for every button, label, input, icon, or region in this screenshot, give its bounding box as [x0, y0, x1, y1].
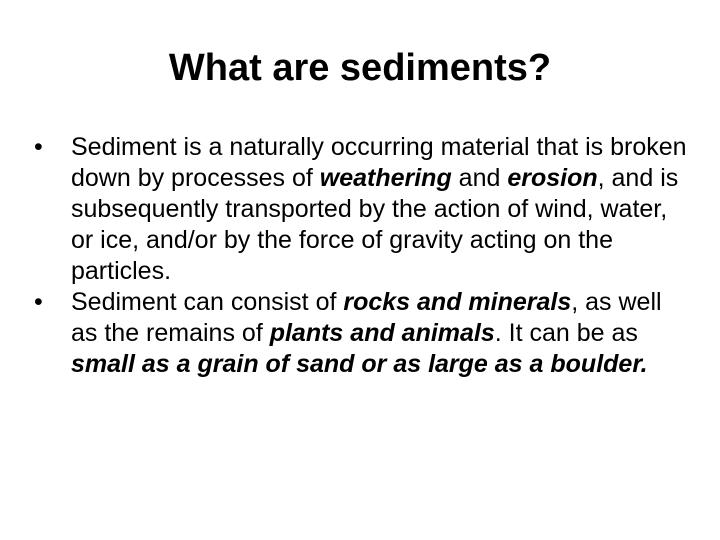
bullet-text-segment: Sediment can consist of [71, 288, 344, 316]
emphasized-term: rocks and minerals [343, 288, 572, 316]
bullet-text [71, 288, 662, 378]
bullet-marker: • [34, 133, 43, 161]
bullet-text-segment: Sediment is a naturally occurring material that is broken down by processes of [71, 133, 687, 192]
bullet-text-segment: and [451, 164, 508, 192]
bullet-text-segment: , and is subsequently transported by the action of wind, water, or ice, and/or by the force of gravity acting on the particles. [71, 164, 679, 285]
emphasized-term: plants and animals [269, 319, 495, 347]
bullet-marker: • [34, 288, 43, 316]
bullet-list [34, 132, 694, 380]
emphasized-term: small as a grain of sand or as large as a boulder. [71, 350, 648, 378]
bullet-text-segment: . It can be as [494, 319, 638, 347]
emphasized-term: weathering [319, 164, 452, 192]
bullet-item [34, 132, 694, 287]
bullet-item [34, 287, 694, 380]
slide-title: What are sediments? [168, 47, 552, 89]
emphasized-term: erosion [507, 164, 598, 192]
bullet-text-segment: , as well as the remains of [71, 288, 662, 347]
bullet-text [71, 133, 687, 285]
